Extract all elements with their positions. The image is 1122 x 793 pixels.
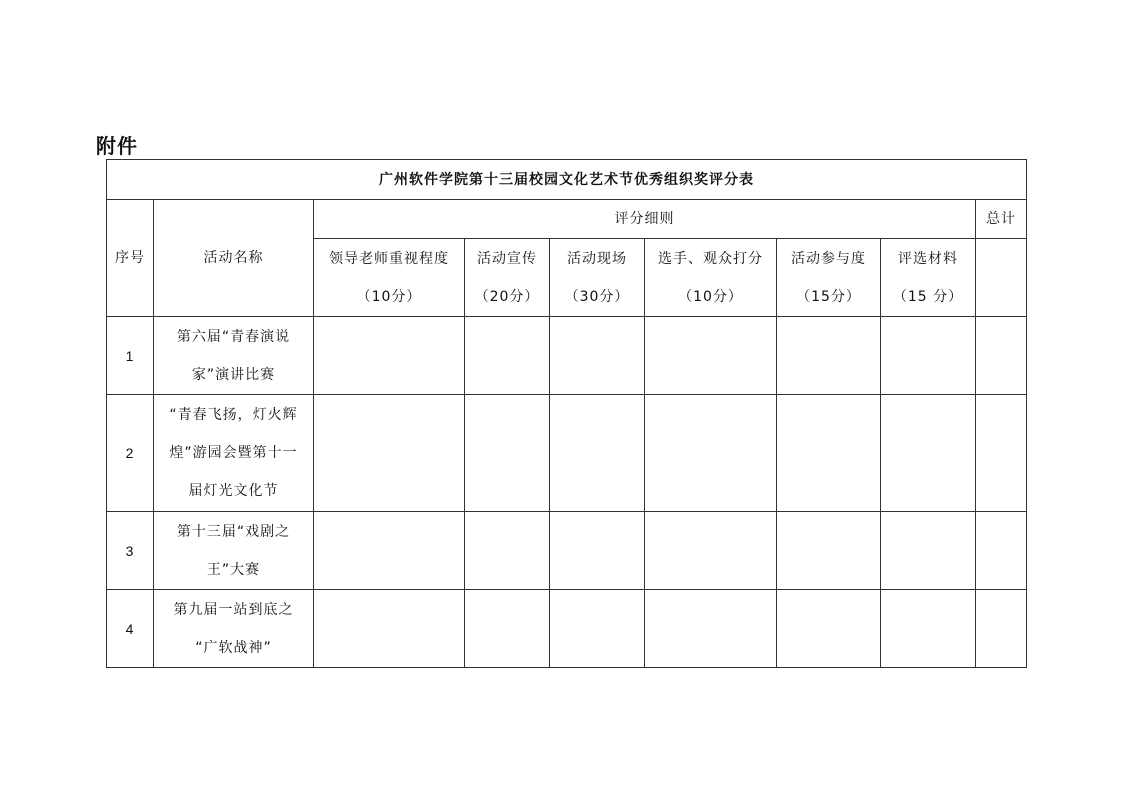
score-cell[interactable]: [550, 317, 645, 395]
row-seq: 1: [107, 317, 154, 395]
score-cell[interactable]: [314, 317, 465, 395]
score-cell[interactable]: [777, 512, 881, 590]
scoring-table: [106, 159, 1027, 668]
header-criterion-materials: 评选材料 （15 分）: [881, 239, 976, 317]
total-cell[interactable]: [976, 590, 1027, 668]
total-cell[interactable]: [976, 512, 1027, 590]
score-cell[interactable]: [465, 395, 550, 512]
header-criterion-publicity: 活动宣传 （20分）: [465, 239, 550, 317]
score-cell[interactable]: [314, 395, 465, 512]
row-activity-name: “青春飞扬，灯火辉 煌”游园会暨第十一 届灯光文化节: [154, 395, 314, 512]
score-cell[interactable]: [881, 317, 976, 395]
score-cell[interactable]: [550, 395, 645, 512]
total-cell[interactable]: [976, 317, 1027, 395]
header-total-blank: [976, 239, 1027, 317]
score-cell[interactable]: [881, 512, 976, 590]
score-cell[interactable]: [465, 512, 550, 590]
header-activity-name: 活动名称: [154, 200, 314, 317]
table-row: [107, 512, 1027, 590]
score-cell[interactable]: [777, 317, 881, 395]
score-cell[interactable]: [881, 395, 976, 512]
score-cell[interactable]: [777, 590, 881, 668]
row-activity-name: 第六届“青春演说 家”演讲比赛: [154, 317, 314, 395]
table-row: [107, 317, 1027, 395]
score-cell[interactable]: [314, 590, 465, 668]
score-cell[interactable]: [465, 590, 550, 668]
score-cell[interactable]: [645, 395, 777, 512]
header-scoring-details: 评分细则: [314, 200, 976, 239]
score-cell[interactable]: [881, 590, 976, 668]
row-seq: 4: [107, 590, 154, 668]
row-activity-name: 第十三届“戏剧之 王”大赛: [154, 512, 314, 590]
total-cell[interactable]: [976, 395, 1027, 512]
row-seq: 3: [107, 512, 154, 590]
header-criterion-onsite: 活动现场 （30分）: [550, 239, 645, 317]
header-seq: 序号: [107, 200, 154, 317]
score-cell[interactable]: [645, 317, 777, 395]
score-cell[interactable]: [645, 590, 777, 668]
table-row: [107, 590, 1027, 668]
attachment-label: 附件: [96, 134, 138, 158]
score-cell[interactable]: [550, 512, 645, 590]
score-cell[interactable]: [465, 317, 550, 395]
score-cell[interactable]: [645, 512, 777, 590]
header-criterion-leadership: 领导老师重视程度 （10分）: [314, 239, 465, 317]
header-criterion-participation: 活动参与度 （15分）: [777, 239, 881, 317]
row-activity-name: 第九届一站到底之 “广软战神”: [154, 590, 314, 668]
score-cell[interactable]: [314, 512, 465, 590]
score-cell[interactable]: [777, 395, 881, 512]
header-criterion-audience-score: 选手、观众打分 （10分）: [645, 239, 777, 317]
table-row: [107, 395, 1027, 512]
header-total: 总计: [976, 200, 1027, 239]
row-seq: 2: [107, 395, 154, 512]
table-title: 广州软件学院第十三届校园文化艺术节优秀组织奖评分表: [107, 160, 1027, 200]
score-cell[interactable]: [550, 590, 645, 668]
